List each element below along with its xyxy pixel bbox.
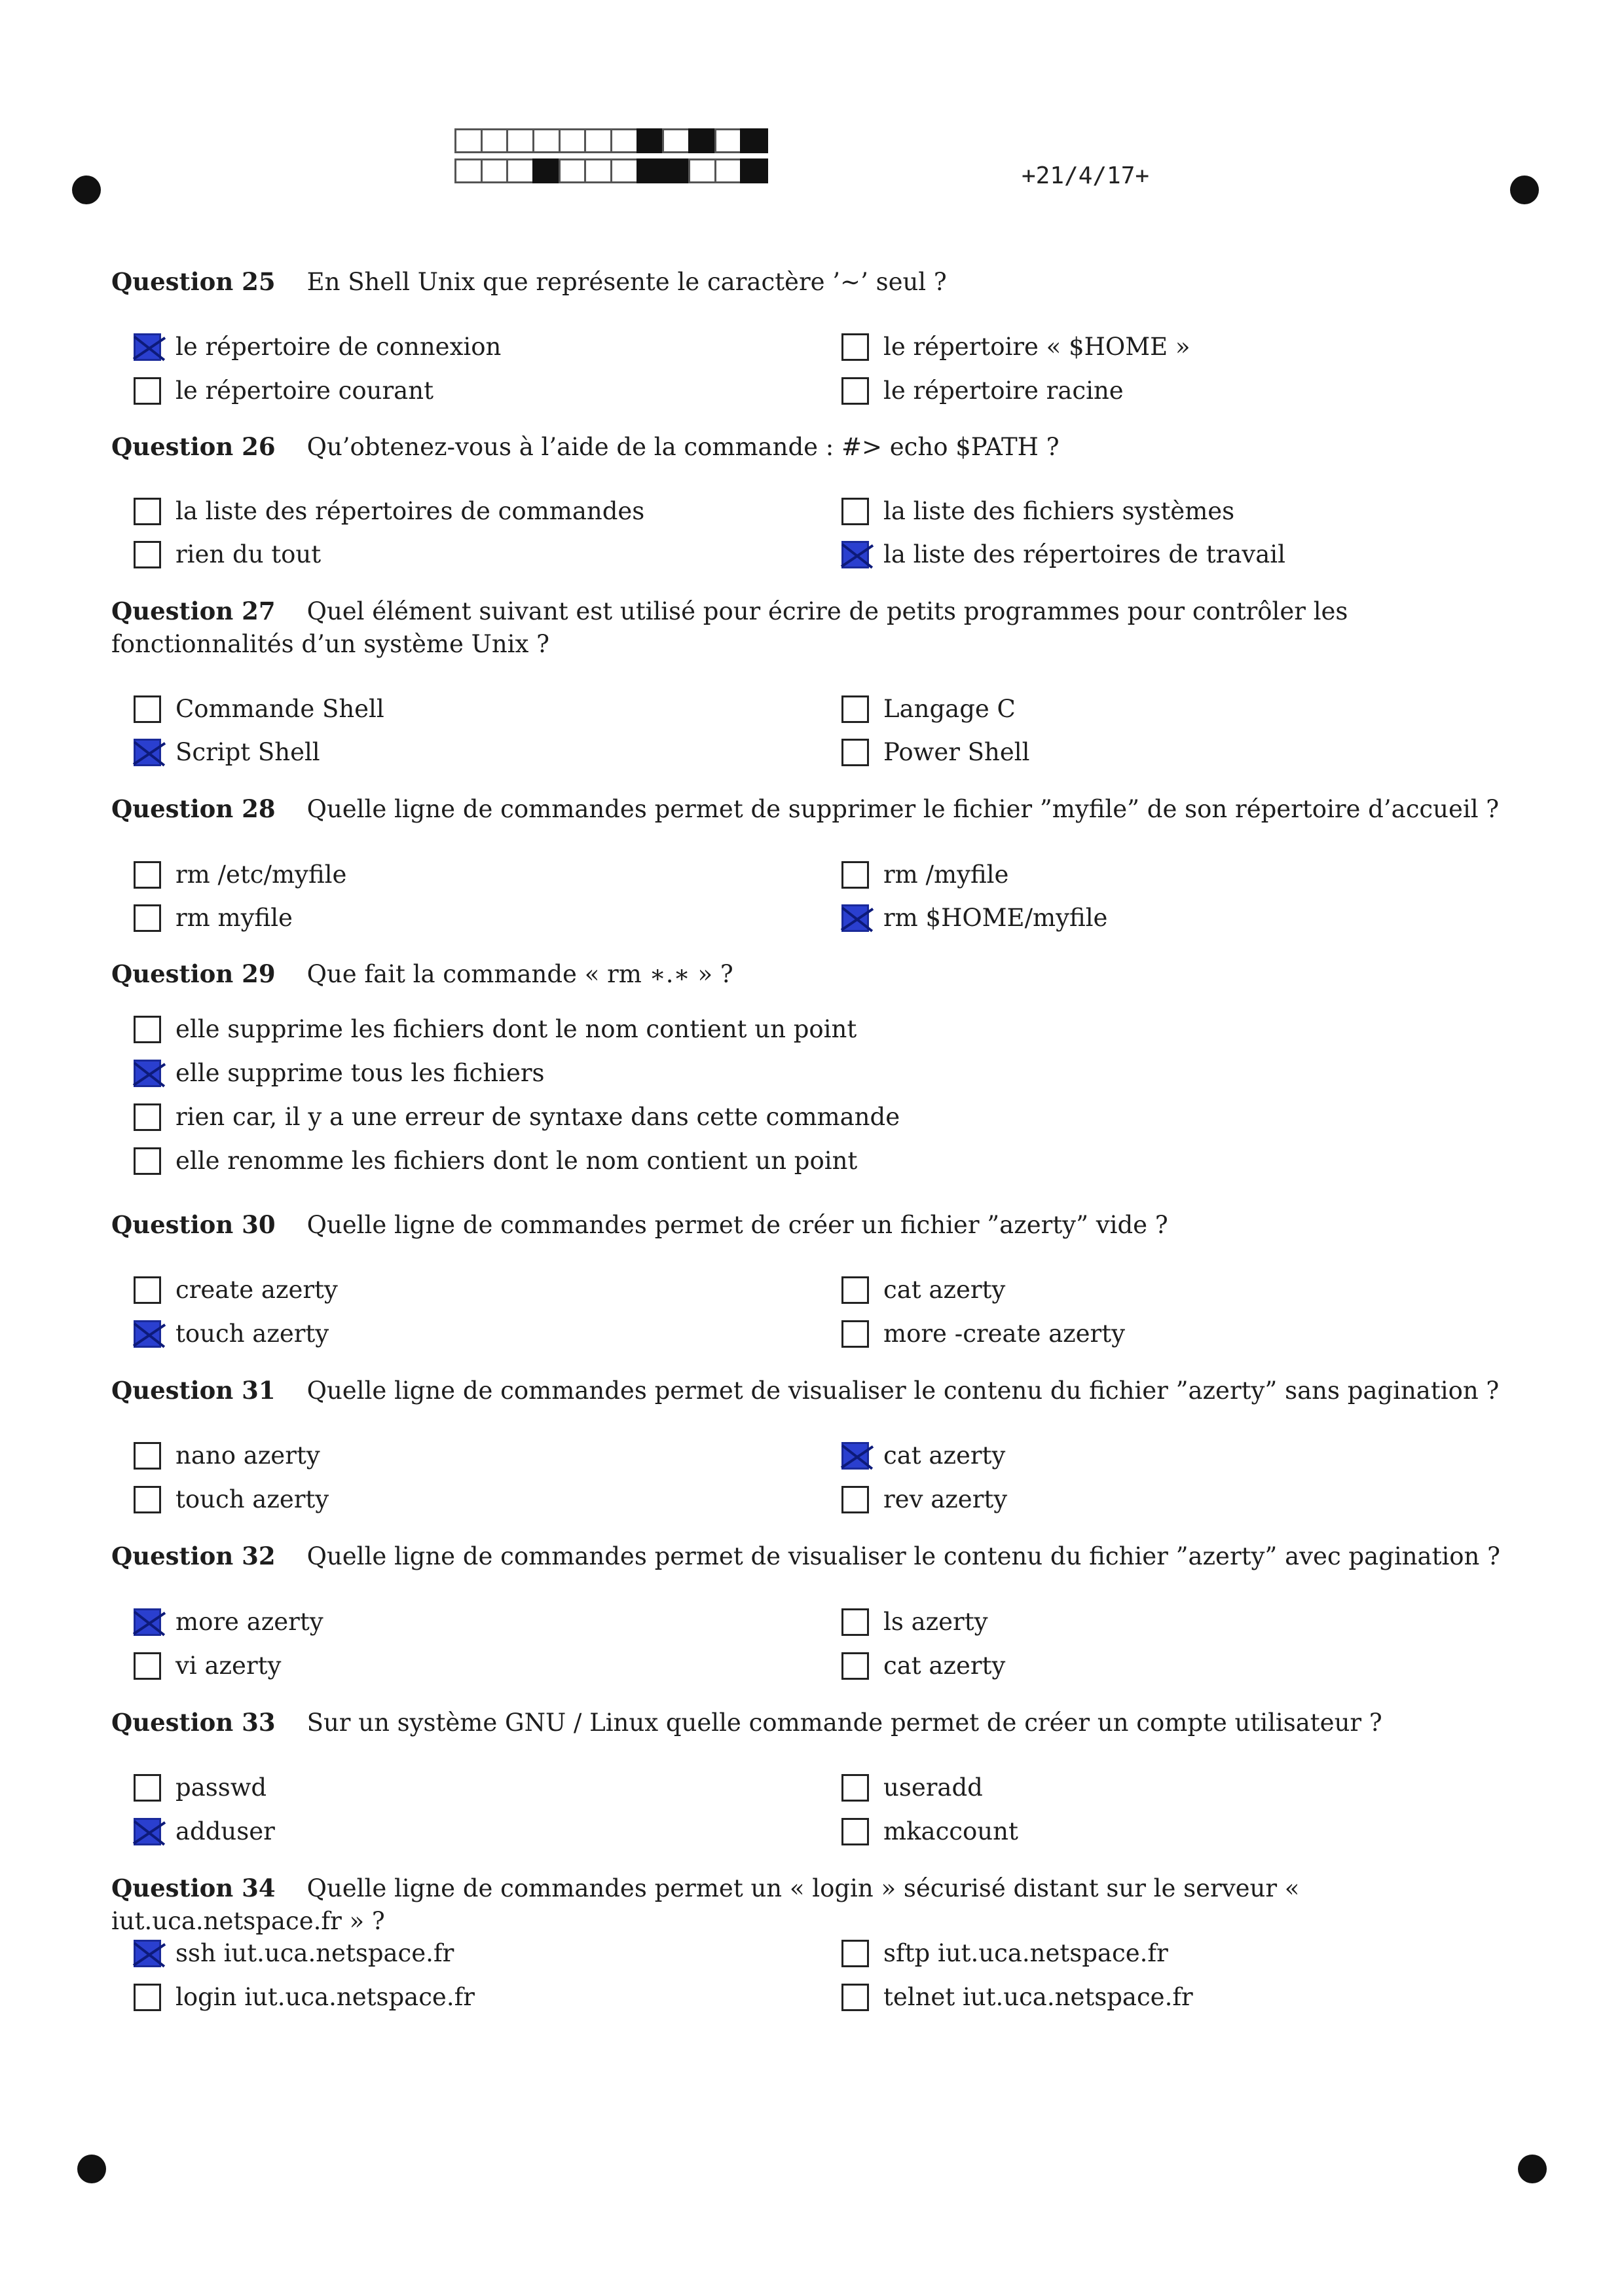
answer-label: le répertoire courant <box>175 377 434 405</box>
question-text: Quel élément suivant est utilisé pour écrire de petits programmes pour contrôler les fonctionnalités d’un système Unix ? <box>111 597 1348 658</box>
question-text: Que fait la commande « rm ∗.∗ » ? <box>306 960 733 988</box>
question-text: Quelle ligne de commandes permet de supprimer le fichier ”myfile” de son répertoire d’accueil ? <box>306 795 1500 823</box>
empty-checkbox[interactable] <box>841 1608 869 1636</box>
empty-checkbox[interactable] <box>134 695 161 723</box>
answer-option[interactable] <box>134 331 501 363</box>
checked-checkbox[interactable] <box>134 1818 161 1845</box>
answer-label: login iut.uca.netspace.fr <box>175 1983 475 2011</box>
answer-option[interactable] <box>134 1815 275 1848</box>
answer-label: elle renomme les fichiers dont le nom contient un point <box>175 1147 858 1175</box>
question-title <box>111 1208 1506 1242</box>
question-number: Question 27 <box>111 597 276 625</box>
barcode-cell <box>559 158 587 183</box>
answer-label: Script Shell <box>175 738 320 766</box>
answer-label: rm /myfile <box>883 861 1009 889</box>
sheet-barcode <box>454 128 766 189</box>
answer-option[interactable] <box>841 736 1029 769</box>
empty-checkbox[interactable] <box>841 1486 869 1513</box>
answer-label: la liste des répertoires de commandes <box>175 497 645 525</box>
question-title <box>111 1540 1506 1573</box>
question-title <box>111 1706 1506 1739</box>
answer-option[interactable] <box>841 1650 1005 1682</box>
barcode-cell <box>637 158 665 183</box>
answer-option[interactable] <box>134 1981 475 2014</box>
question-title <box>111 792 1506 826</box>
answer-option[interactable] <box>841 1439 1005 1472</box>
barcode-cell <box>506 128 534 153</box>
answer-option[interactable] <box>134 859 346 891</box>
empty-checkbox[interactable] <box>134 1774 161 1802</box>
checked-checkbox[interactable] <box>134 1060 161 1087</box>
answer-label: more -create azerty <box>883 1320 1126 1348</box>
barcode-cell <box>740 128 768 153</box>
empty-checkbox[interactable] <box>134 541 161 568</box>
barcode-cell <box>454 158 483 183</box>
answer-option[interactable] <box>841 495 1234 528</box>
answer-option[interactable] <box>841 1606 988 1639</box>
answer-label: rev azerty <box>883 1485 1008 1513</box>
barcode-cell <box>454 128 483 153</box>
answer-label: cat azerty <box>883 1652 1006 1680</box>
checked-checkbox[interactable] <box>841 904 869 932</box>
barcode-cell <box>688 158 716 183</box>
checked-checkbox[interactable] <box>134 333 161 361</box>
answer-option[interactable] <box>134 1013 857 1046</box>
answer-label: rm myfile <box>175 904 293 932</box>
barcode-cell <box>559 128 587 153</box>
answer-option[interactable] <box>841 902 1107 935</box>
answer-option[interactable] <box>841 1981 1193 2014</box>
registration-mark-top-left <box>72 176 101 204</box>
question-text: Quelle ligne de commandes permet de créer un fichier ”azerty” vide ? <box>306 1211 1168 1239</box>
answer-option[interactable] <box>841 1318 1125 1350</box>
answer-label: adduser <box>175 1817 275 1845</box>
registration-mark-top-right <box>1510 176 1539 204</box>
answer-option[interactable] <box>841 538 1285 571</box>
empty-checkbox[interactable] <box>134 1984 161 2011</box>
answer-option[interactable] <box>841 1771 983 1804</box>
answer-option[interactable] <box>134 1771 267 1804</box>
question-text: Sur un système GNU / Linux quelle commande permet de créer un compte utilisateur ? <box>306 1709 1382 1737</box>
barcode-cell <box>637 128 665 153</box>
barcode-cell <box>584 158 612 183</box>
answer-option[interactable] <box>134 538 321 571</box>
question-number: Question 32 <box>111 1542 276 1570</box>
answer-option[interactable] <box>134 1101 900 1134</box>
barcode-cell <box>688 128 716 153</box>
answer-option[interactable] <box>134 1483 329 1516</box>
barcode-cell <box>714 158 743 183</box>
checked-checkbox[interactable] <box>134 739 161 766</box>
answer-label: Power Shell <box>883 738 1030 766</box>
empty-checkbox[interactable] <box>134 377 161 405</box>
barcode-cell <box>610 128 638 153</box>
checked-checkbox[interactable] <box>134 1940 161 1967</box>
answer-label: cat azerty <box>883 1276 1006 1304</box>
barcode-cell <box>610 158 638 183</box>
empty-checkbox[interactable] <box>134 1442 161 1470</box>
answer-label: rm $HOME/myfile <box>883 904 1108 932</box>
question-number: Question 31 <box>111 1376 276 1405</box>
answer-label: passwd <box>175 1773 267 1802</box>
answer-option[interactable] <box>134 1937 454 1970</box>
empty-checkbox[interactable] <box>841 861 869 889</box>
answer-option[interactable] <box>134 693 384 726</box>
empty-checkbox[interactable] <box>134 904 161 932</box>
question-text: Quelle ligne de commandes permet un « login » sécurisé distant sur le serveur « iut.uca.netspace.fr » ? <box>111 1874 1300 1935</box>
question-number: Question 33 <box>111 1708 276 1737</box>
checked-checkbox[interactable] <box>841 541 869 568</box>
answer-option[interactable] <box>134 902 293 935</box>
answer-label: more azerty <box>175 1608 323 1636</box>
empty-checkbox[interactable] <box>841 1652 869 1680</box>
empty-checkbox[interactable] <box>134 1652 161 1680</box>
answer-option[interactable] <box>134 1057 545 1090</box>
checked-checkbox[interactable] <box>134 1320 161 1348</box>
answer-label: vi azerty <box>175 1652 282 1680</box>
answer-option[interactable] <box>134 1606 323 1639</box>
question-title <box>111 265 1506 299</box>
answer-option[interactable] <box>134 1439 320 1472</box>
answer-label: rm /etc/myfile <box>175 861 347 889</box>
answer-option[interactable] <box>841 331 1190 363</box>
question-text: Quelle ligne de commandes permet de visualiser le contenu du fichier ”azerty” sans pagination ? <box>306 1377 1500 1405</box>
registration-mark-bottom-left <box>77 2155 106 2183</box>
answer-label: ssh iut.uca.netspace.fr <box>175 1939 454 1967</box>
question-number: Question 25 <box>111 267 276 296</box>
empty-checkbox[interactable] <box>134 1103 161 1131</box>
answer-option[interactable] <box>134 375 434 407</box>
answer-label: touch azerty <box>175 1485 329 1513</box>
barcode-cell <box>740 158 768 183</box>
barcode-cell <box>714 128 743 153</box>
answer-label: ls azerty <box>883 1608 988 1636</box>
answer-label: rien du tout <box>175 540 322 568</box>
answer-label: nano azerty <box>175 1441 320 1470</box>
registration-mark-bottom-right <box>1518 2155 1547 2183</box>
answer-label: Langage C <box>883 695 1016 723</box>
barcode-row <box>454 158 766 183</box>
empty-checkbox[interactable] <box>841 1940 869 1967</box>
question-text: Qu’obtenez-vous à l’aide de la commande : #> echo $PATH ? <box>306 433 1060 461</box>
empty-checkbox[interactable] <box>134 1486 161 1513</box>
answer-label: cat azerty <box>883 1441 1006 1470</box>
answer-label: elle supprime les fichiers dont le nom contient un point <box>175 1015 857 1043</box>
answer-option[interactable] <box>134 1650 281 1682</box>
answer-label: la liste des répertoires de travail <box>883 540 1285 568</box>
answer-label: le répertoire « $HOME » <box>883 333 1190 361</box>
empty-checkbox[interactable] <box>841 333 869 361</box>
barcode-cell <box>662 128 690 153</box>
empty-checkbox[interactable] <box>841 739 869 766</box>
answer-label: rien car, il y a une erreur de syntaxe dans cette commande <box>175 1103 900 1131</box>
empty-checkbox[interactable] <box>134 861 161 889</box>
checked-checkbox[interactable] <box>134 1608 161 1636</box>
barcode-cell <box>506 158 534 183</box>
empty-checkbox[interactable] <box>134 1016 161 1043</box>
answer-label: mkaccount <box>883 1817 1018 1845</box>
sheet-code: +21/4/17+ <box>1022 162 1150 189</box>
barcode-cell <box>532 158 561 183</box>
answer-option[interactable] <box>134 1274 338 1306</box>
empty-checkbox[interactable] <box>841 1818 869 1845</box>
answer-label: touch azerty <box>175 1320 329 1348</box>
answer-option[interactable] <box>134 1145 857 1177</box>
question-text: En Shell Unix que représente le caractère ’∼’ seul ? <box>306 268 947 296</box>
answer-option[interactable] <box>134 736 320 769</box>
question-text: Quelle ligne de commandes permet de visualiser le contenu du fichier ”azerty” avec pagination ? <box>306 1542 1500 1570</box>
question-number: Question 29 <box>111 959 276 988</box>
checked-checkbox[interactable] <box>841 1442 869 1470</box>
empty-checkbox[interactable] <box>134 1147 161 1175</box>
empty-checkbox[interactable] <box>841 1276 869 1304</box>
answer-option[interactable] <box>841 1815 1018 1848</box>
question-title <box>111 595 1506 661</box>
question-number: Question 34 <box>111 1874 276 1902</box>
answer-option[interactable] <box>841 693 1016 726</box>
barcode-cell <box>584 128 612 153</box>
answer-label: elle supprime tous les fichiers <box>175 1059 545 1087</box>
answer-option[interactable] <box>134 495 644 528</box>
barcode-cell <box>481 128 509 153</box>
question-number: Question 28 <box>111 794 276 823</box>
empty-checkbox[interactable] <box>134 1276 161 1304</box>
empty-checkbox[interactable] <box>841 1984 869 2011</box>
answer-label: le répertoire de connexion <box>175 333 502 361</box>
answer-label: le répertoire racine <box>883 377 1124 405</box>
question-title <box>111 957 1506 991</box>
answer-label: Commande Shell <box>175 695 384 723</box>
answer-option[interactable] <box>841 1937 1168 1970</box>
empty-checkbox[interactable] <box>841 498 869 525</box>
answer-option[interactable] <box>841 1274 1005 1306</box>
empty-checkbox[interactable] <box>841 377 869 405</box>
question-title <box>111 1374 1506 1407</box>
answer-label: sftp iut.uca.netspace.fr <box>883 1939 1168 1967</box>
empty-checkbox[interactable] <box>134 498 161 525</box>
answer-label: telnet iut.uca.netspace.fr <box>883 1983 1193 2011</box>
answer-label: create azerty <box>175 1276 338 1304</box>
answer-option[interactable] <box>134 1318 329 1350</box>
empty-checkbox[interactable] <box>841 1320 869 1348</box>
question-title <box>111 430 1506 464</box>
barcode-cell <box>662 158 690 183</box>
answer-option[interactable] <box>841 375 1124 407</box>
answer-label: useradd <box>883 1773 983 1802</box>
question-number: Question 26 <box>111 432 276 461</box>
barcode-row <box>454 128 766 153</box>
empty-checkbox[interactable] <box>841 1774 869 1802</box>
answer-option[interactable] <box>841 859 1008 891</box>
barcode-cell <box>532 128 561 153</box>
answer-option[interactable] <box>841 1483 1007 1516</box>
question-title <box>111 1872 1506 1938</box>
question-number: Question 30 <box>111 1210 276 1239</box>
empty-checkbox[interactable] <box>841 695 869 723</box>
barcode-cell <box>481 158 509 183</box>
answer-label: la liste des fichiers systèmes <box>883 497 1235 525</box>
